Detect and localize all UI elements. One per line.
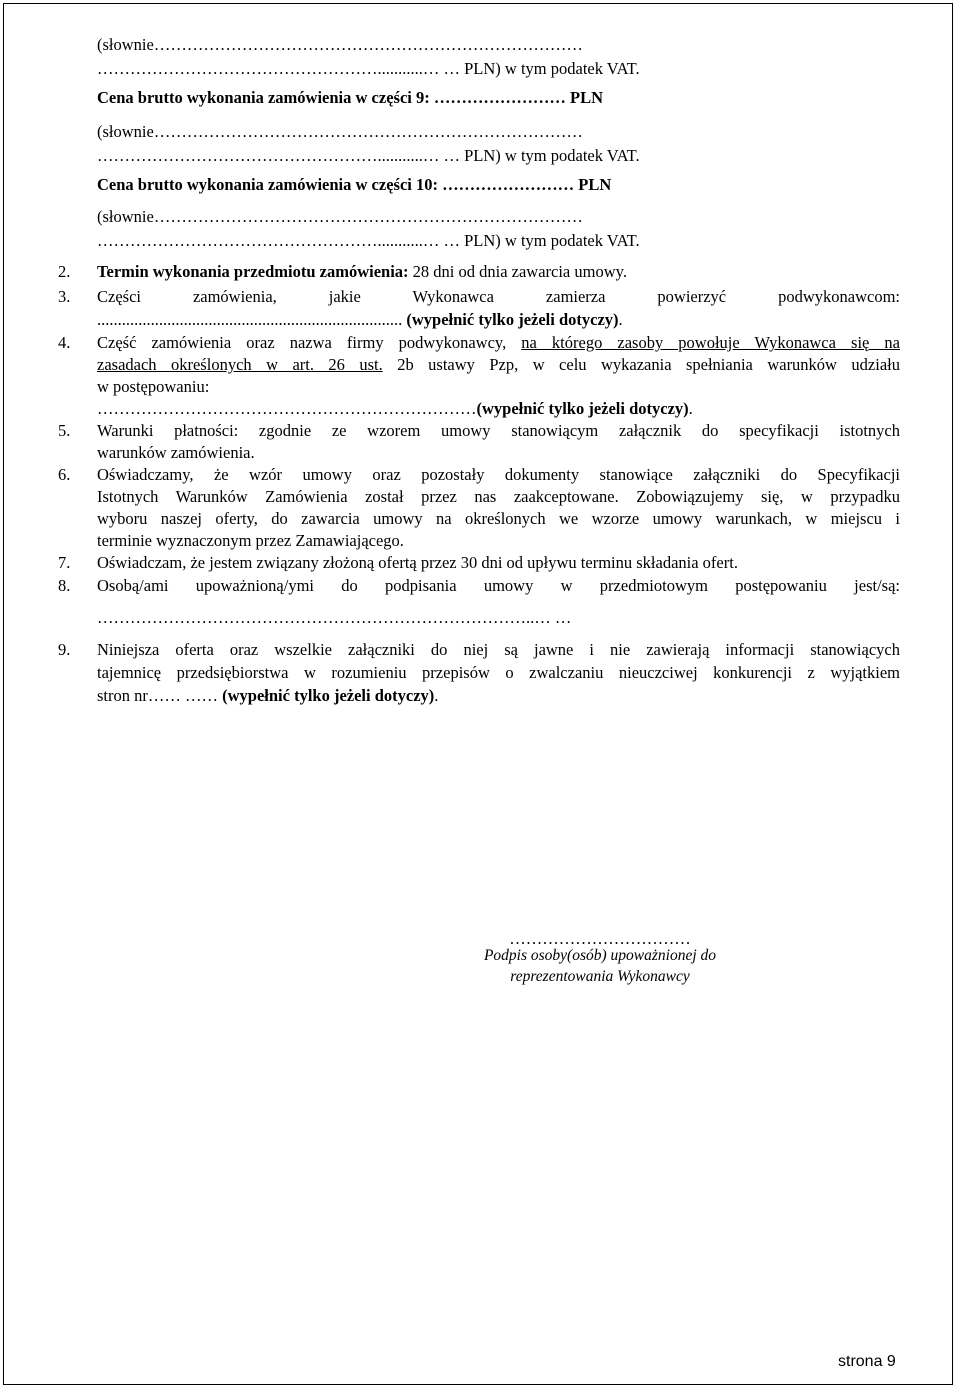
item4-number: 4. bbox=[58, 333, 71, 352]
part10-currency: PLN bbox=[574, 175, 612, 194]
part10-label: Cena brutto wykonania zamówienia w części 10: bbox=[97, 175, 443, 194]
item9-line3 bbox=[97, 686, 438, 706]
item6-line3: wyboru naszej oferty, do zawarcia umowy na określonych we wzorze umowy warunkach, w miejscu i bbox=[97, 509, 900, 528]
part9-amount: …………………… bbox=[433, 88, 566, 107]
item4-line2 bbox=[97, 355, 900, 375]
signature-dots: …………………………… bbox=[509, 929, 691, 948]
part9-price-line bbox=[97, 88, 603, 108]
part9-words-line2: ……………………………………………...........… … PLN) w tym podatek VAT. bbox=[97, 146, 640, 165]
item9-note: (wypełnić tylko jeżeli dotyczy) bbox=[222, 686, 435, 705]
item6-line2: Istotnych Warunków Zamówienia został przez nas zaakceptowane. Zobowiązujemy się, w przypadku bbox=[97, 487, 900, 506]
item4-line1 bbox=[97, 333, 900, 353]
item4-period: . bbox=[688, 399, 693, 418]
signature-caption-line2: reprezentowania Wykonawcy bbox=[510, 968, 690, 985]
item4-line3: w postępowaniu: bbox=[97, 377, 210, 396]
part10-words-line2: ……………………………………………...........… … PLN) w tym podatek VAT. bbox=[97, 231, 640, 250]
part9-currency: PLN bbox=[565, 88, 603, 107]
part9-label: Cena brutto wykonania zamówienia w części 9: bbox=[97, 88, 434, 107]
item3-line2 bbox=[97, 310, 623, 330]
part8-words-line1: (słownie…………………………………………………………………… bbox=[97, 35, 583, 54]
item4-line4 bbox=[97, 399, 693, 419]
item7-text: Oświadczam, że jestem związany złożoną ofertą przez 30 dni od upływu terminu składania ofert. bbox=[97, 553, 738, 572]
item3-line1: Części zamówienia, jakie Wykonawca zamierza powierzyć podwykonawcom: bbox=[97, 287, 900, 306]
item3-number: 3. bbox=[58, 287, 71, 306]
item8-number: 8. bbox=[58, 576, 71, 595]
item6-number: 6. bbox=[58, 465, 71, 484]
item4-line1-a: Część zamówienia oraz nazwa firmy podwykonawcy, bbox=[97, 333, 522, 352]
part8-words-text: ……………………………………………...........… … PLN) w tym podatek VAT. bbox=[97, 59, 640, 78]
signature-caption-line1: Podpis osoby(osób) upoważnionej do bbox=[483, 947, 717, 964]
item9-line2: tajemnicę przedsiębiorstwa w rozumieniu przepisów o zwalczaniu nieuczciwej konkurencji z wyjątkiem bbox=[97, 663, 900, 682]
item4-dots: …………………………………………………………… bbox=[97, 399, 477, 418]
item2-bold: Termin wykonania przedmiotu zamówienia: bbox=[97, 262, 413, 281]
item5-line2: warunków zamówienia. bbox=[97, 443, 255, 462]
item3-period: . bbox=[618, 310, 623, 329]
item2-text bbox=[97, 262, 627, 282]
item2-number: 2. bbox=[58, 262, 71, 281]
item5-number: 5. bbox=[58, 421, 71, 440]
item2-rest: 28 dni od dnia zawarcia umowy. bbox=[412, 262, 627, 281]
item5-line1: Warunki płatności: zgodnie ze wzorem umowy stanowiącym załącznik do specyfikacji istotnych bbox=[97, 421, 900, 440]
item9-pages: stron nr…… …… bbox=[97, 686, 223, 705]
item3-note: (wypełnić tylko jeżeli dotyczy) bbox=[406, 310, 619, 329]
part10-words-line1: (słownie…………………………………………………………………… bbox=[97, 207, 583, 226]
item4-line1-underlined: na którego zasoby powołuje Wykonawca się na bbox=[521, 333, 901, 352]
item9-line1: Niniejsza oferta oraz wszelkie załączniki do niej są jawne i nie zawierają informacji stanowiących bbox=[97, 640, 900, 659]
item8-line1: Osobą/ami upoważnioną/ymi do podpisania umowy w przedmiotowym postępowaniu jest/są: bbox=[97, 576, 900, 595]
item8-line2: ……………………………………………………………………..… … bbox=[97, 608, 572, 627]
part10-amount: …………………… bbox=[442, 175, 575, 194]
item4-line2-underlined: zasadach określonych w art. 26 ust. bbox=[97, 355, 383, 374]
item3-dots: .......................................................................... bbox=[97, 310, 407, 329]
part10-price-line bbox=[97, 175, 611, 195]
part9-words-line1: (słownie…………………………………………………………………… bbox=[97, 122, 583, 141]
item6-line4: terminie wyznaczonym przez Zamawiającego. bbox=[97, 531, 404, 550]
part8-words-line2 bbox=[97, 59, 640, 79]
item9-number: 9. bbox=[58, 640, 71, 659]
page-number: strona 9 bbox=[838, 1353, 896, 1370]
item7-number: 7. bbox=[58, 553, 71, 572]
item4-note: (wypełnić tylko jeżeli dotyczy) bbox=[476, 399, 689, 418]
item6-line1: Oświadczamy, że wzór umowy oraz pozostały dokumenty stanowiące załączniki do Specyfikacji bbox=[97, 465, 900, 484]
item9-period: . bbox=[434, 686, 439, 705]
item4-line2-rest: 2b ustawy Pzp, w celu wykazania spełniania warunków udziału bbox=[382, 355, 900, 374]
